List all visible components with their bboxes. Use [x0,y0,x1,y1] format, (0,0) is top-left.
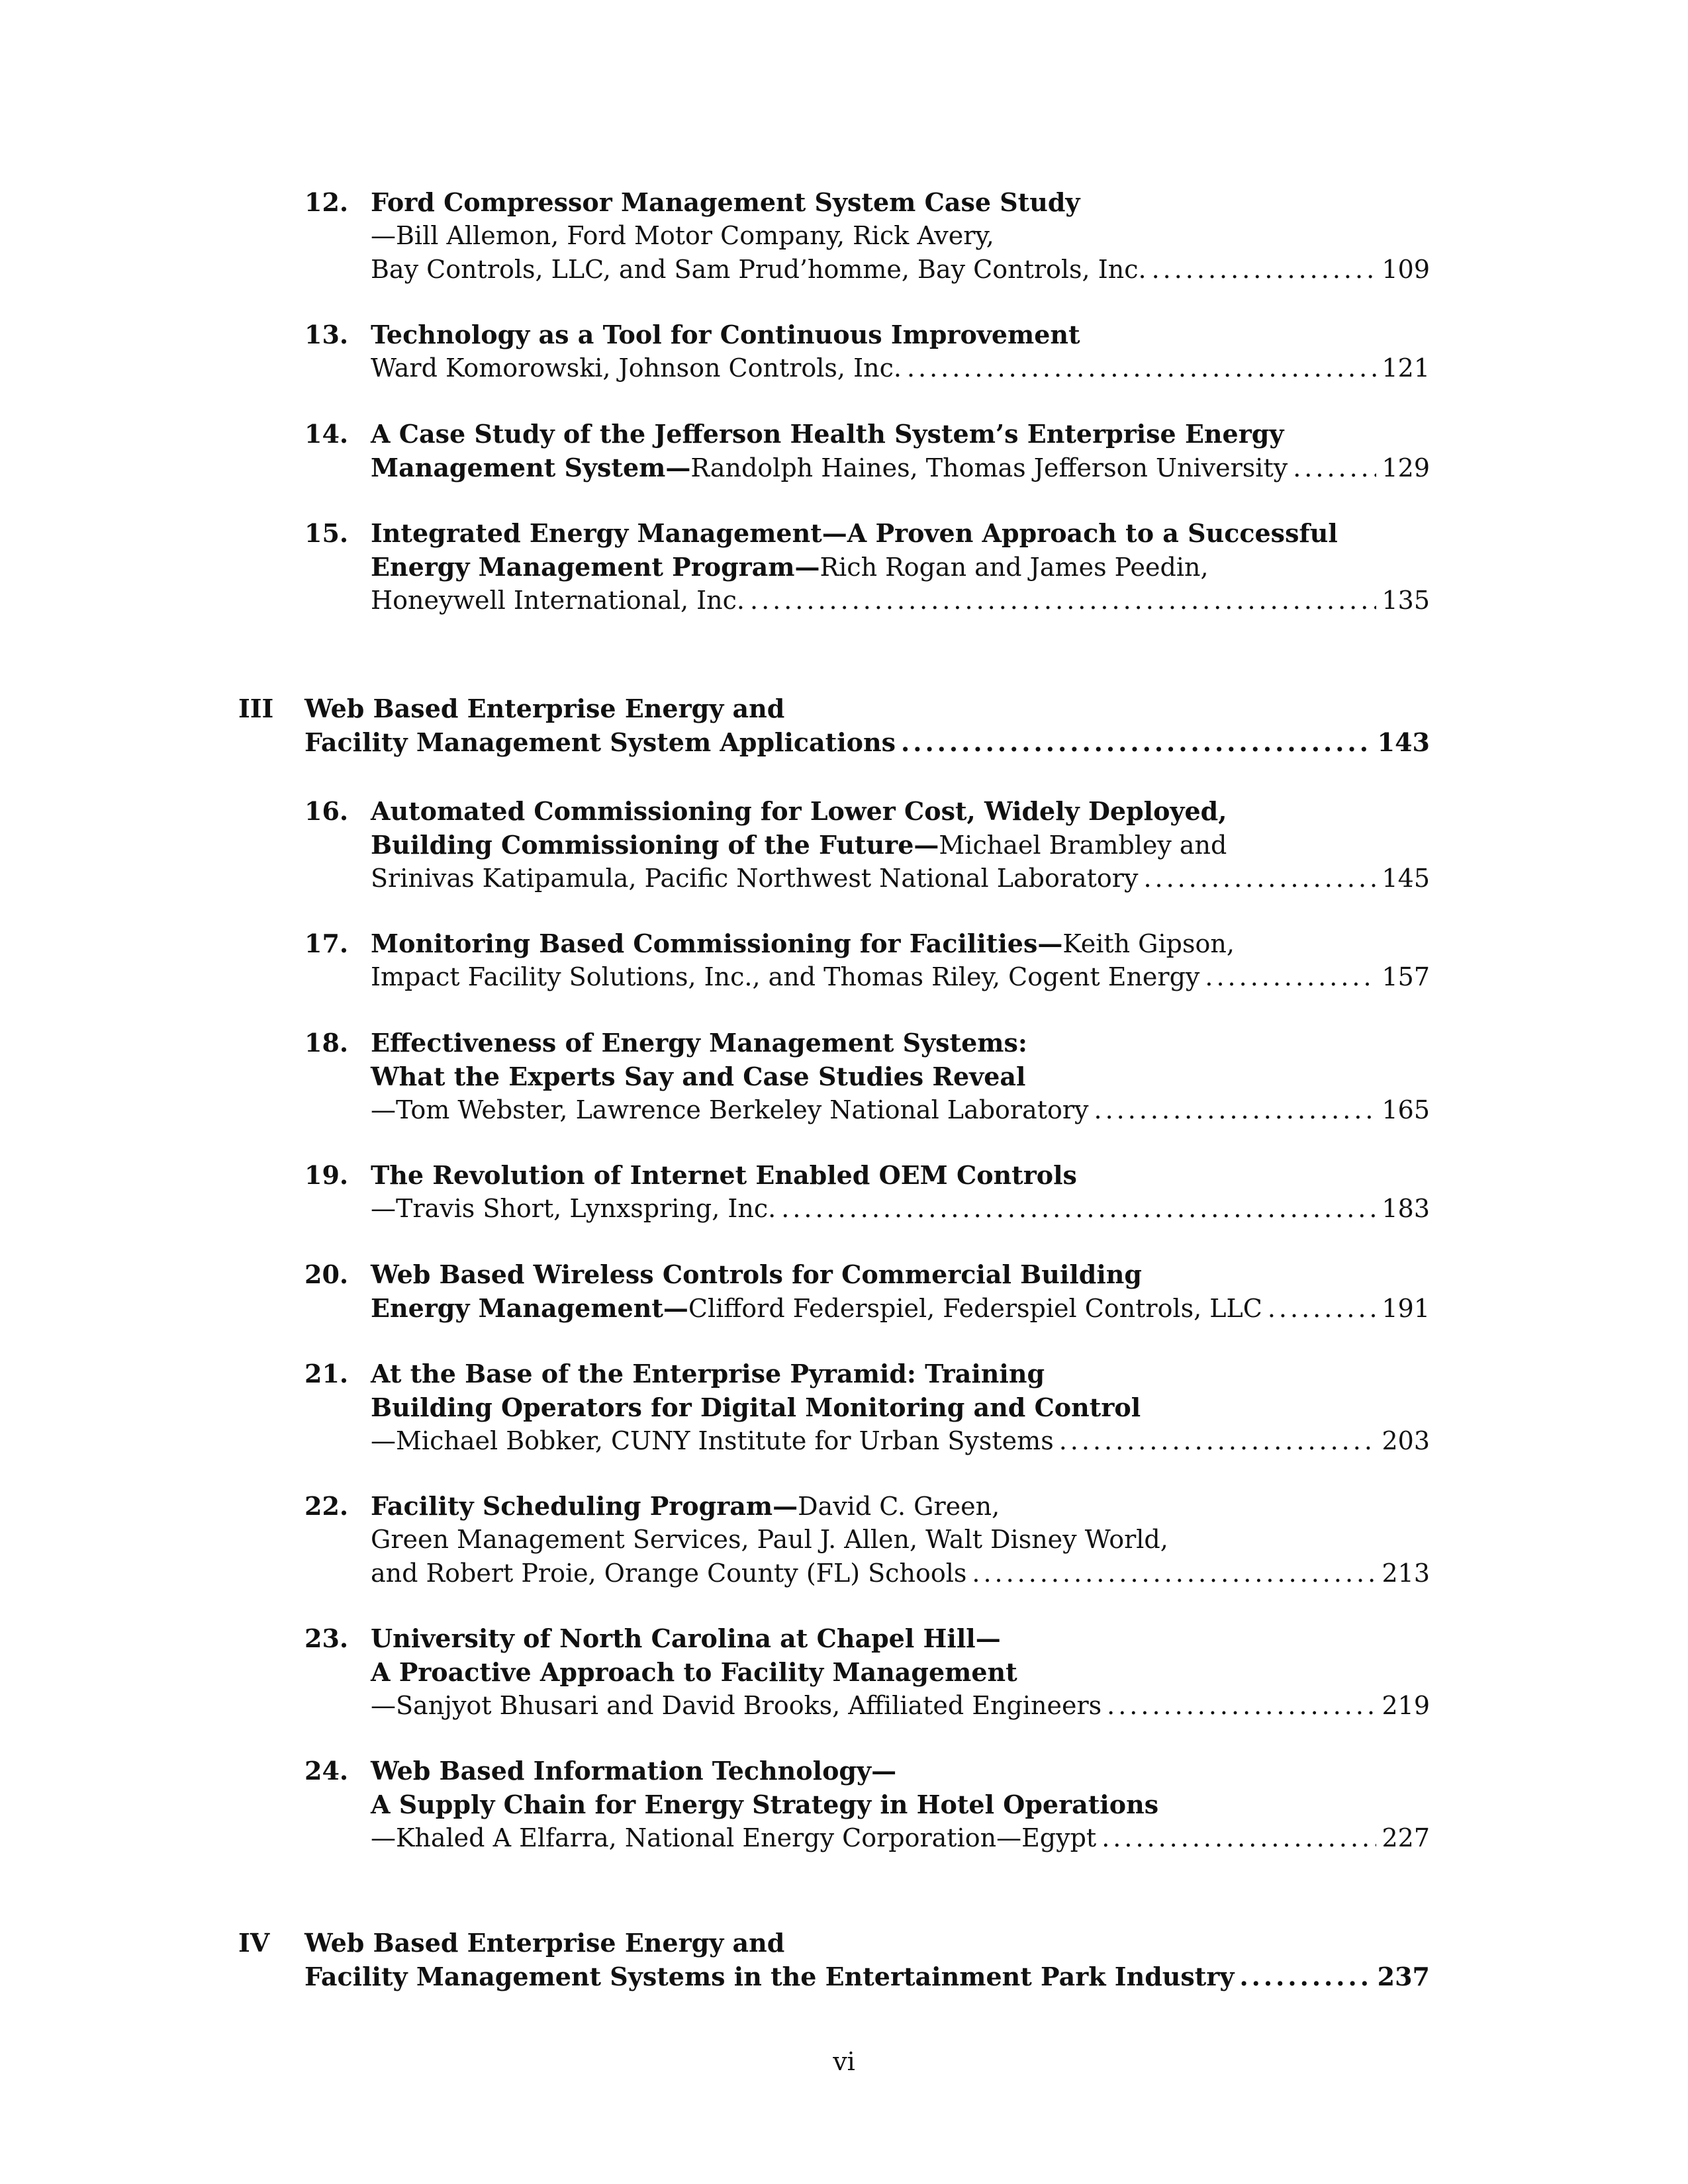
page-number: 191 [1382,1294,1430,1323]
entry-title: Technology as a Tool for Continuous Improvement [371,320,1080,349]
entry-title: Automated Commissioning for Lower Cost, Widely Deployed, [371,796,1227,826]
leader-dots [1059,1424,1377,1458]
entry-authors: Ward Komorowski, Johnson Controls, Inc. [371,353,902,383]
entry-title: Web Based Information Technology— [371,1756,897,1786]
page-number: 109 [1382,255,1430,284]
leader-dots [907,351,1377,385]
entry-authors: Clifford Federspiel, Federspiel Controls, LLC [688,1294,1262,1323]
entry-title: Integrated Energy Management—A Proven Approach to a Successful [371,518,1338,548]
leader-dots [1205,960,1376,994]
part-title: Web Based Enterprise Energy and [305,1928,785,1958]
entry-authors: Bay Controls, LLC, and Sam Prud’homme, Bay Controls, Inc. [371,255,1147,284]
entry-number: 12. [305,187,349,217]
entry-authors: —Sanjyot Bhusari and David Brooks, Affiliated Engineers [371,1691,1102,1720]
leader-dots [1102,1821,1376,1855]
entry-number: 14. [305,419,349,449]
page-number: 157 [1382,962,1430,991]
page-number: 129 [1382,453,1430,482]
entry-number: 22. [305,1491,349,1521]
entry-number: 13. [305,320,349,349]
entry-title: Building Commissioning of the Future— [371,830,939,860]
entry-title: Monitoring Based Commissioning for Facilities— [371,929,1063,958]
leader-dots [750,584,1376,617]
entry-authors: —Tom Webster, Lawrence Berkeley National Laboratory [371,1095,1089,1124]
page-number: 203 [1382,1426,1430,1455]
page-number: 121 [1382,353,1430,383]
leader-dots [1293,451,1376,485]
entry-authors: Randolph Haines, Thomas Jefferson University [690,453,1288,482]
entry-title: A Case Study of the Jefferson Health System’s Enterprise Energy [371,419,1284,449]
entry-title: Building Operators for Digital Monitoring and Control [371,1392,1141,1422]
page-number: 165 [1382,1095,1430,1124]
entry-authors: Srinivas Katipamula, Pacific Northwest National Laboratory [371,864,1139,893]
page-number: 213 [1382,1559,1430,1588]
entry-title: A Proactive Approach to Facility Management [371,1657,1017,1687]
leader-dots [1239,1960,1372,1993]
entry-title: What the Experts Say and Case Studies Reveal [371,1062,1026,1091]
entry-title: Effectiveness of Energy Management Systems: [371,1028,1027,1058]
entry-authors: —Khaled A Elfarra, National Energy Corporation—Egypt [371,1823,1097,1852]
leader-dots [781,1192,1376,1226]
leader-dots [1107,1689,1376,1723]
entry-number: 19. [305,1160,349,1190]
leader-dots [972,1557,1376,1590]
page-number: 219 [1382,1691,1430,1720]
entry-authors: Michael Brambley and [939,831,1227,860]
leader-dots [1094,1093,1377,1127]
entry-authors: Honeywell International, Inc. [371,586,745,615]
entry-authors: —Bill Allemon, Ford Motor Company, Rick Avery, [371,221,994,250]
page-number: 237 [1377,1962,1430,1991]
entry-number: 21. [305,1359,349,1388]
entry-authors: Impact Facility Solutions, Inc., and Thomas Riley, Cogent Energy [371,962,1200,991]
entry-authors: David C. Green, [798,1492,1000,1521]
entry-authors: Keith Gipson, [1062,929,1235,958]
entry-number: 20. [305,1259,349,1289]
entry-title: Energy Management Program— [371,552,820,582]
leader-dots [901,725,1372,759]
page-folio: vi [833,2047,855,2076]
page-number: 183 [1382,1194,1430,1223]
entry-authors: Green Management Services, Paul J. Allen, Walt Disney World, [371,1525,1168,1554]
page-number: 143 [1377,727,1430,757]
entry-title: Ford Compressor Management System Case Study [371,187,1080,217]
leader-dots [1152,253,1377,287]
entry-title: Web Based Wireless Controls for Commercial Building [371,1259,1142,1289]
entry-title: Management System— [371,453,691,482]
entry-number: 18. [305,1028,349,1058]
entry-title: University of North Carolina at Chapel Hill— [371,1623,1001,1653]
page-number: 227 [1382,1823,1430,1852]
entry-title: A Supply Chain for Energy Strategy in Hotel Operations [371,1790,1159,1819]
entry-number: 16. [305,796,349,826]
entry-title: Energy Management— [371,1293,688,1323]
entry-number: 24. [305,1756,349,1786]
entry-authors: Rich Rogan and James Peedin, [820,553,1209,582]
entry-authors: and Robert Proie, Orange County (FL) Schools [371,1559,967,1588]
entry-authors: —Michael Bobker, CUNY Institute for Urban Systems [371,1426,1054,1455]
entry-number: 23. [305,1623,349,1653]
entry-title: The Revolution of Internet Enabled OEM Controls [371,1160,1077,1190]
part-number: III [238,694,274,723]
page-number: 145 [1382,864,1430,893]
part-number: IV [238,1928,270,1958]
part-title: Facility Management Systems in the Entertainment Park Industry [305,1962,1235,1991]
entry-number: 17. [305,929,349,958]
entry-number: 15. [305,518,349,548]
part-title: Facility Management System Applications [305,727,896,757]
page-number: 135 [1382,586,1430,615]
leader-dots [1268,1292,1377,1326]
part-title: Web Based Enterprise Energy and [305,694,785,723]
entry-title: Facility Scheduling Program— [371,1491,798,1521]
entry-authors: —Travis Short, Lynxspring, Inc. [371,1194,776,1223]
entry-title: At the Base of the Enterprise Pyramid: Training [371,1359,1045,1388]
leader-dots [1143,862,1376,895]
